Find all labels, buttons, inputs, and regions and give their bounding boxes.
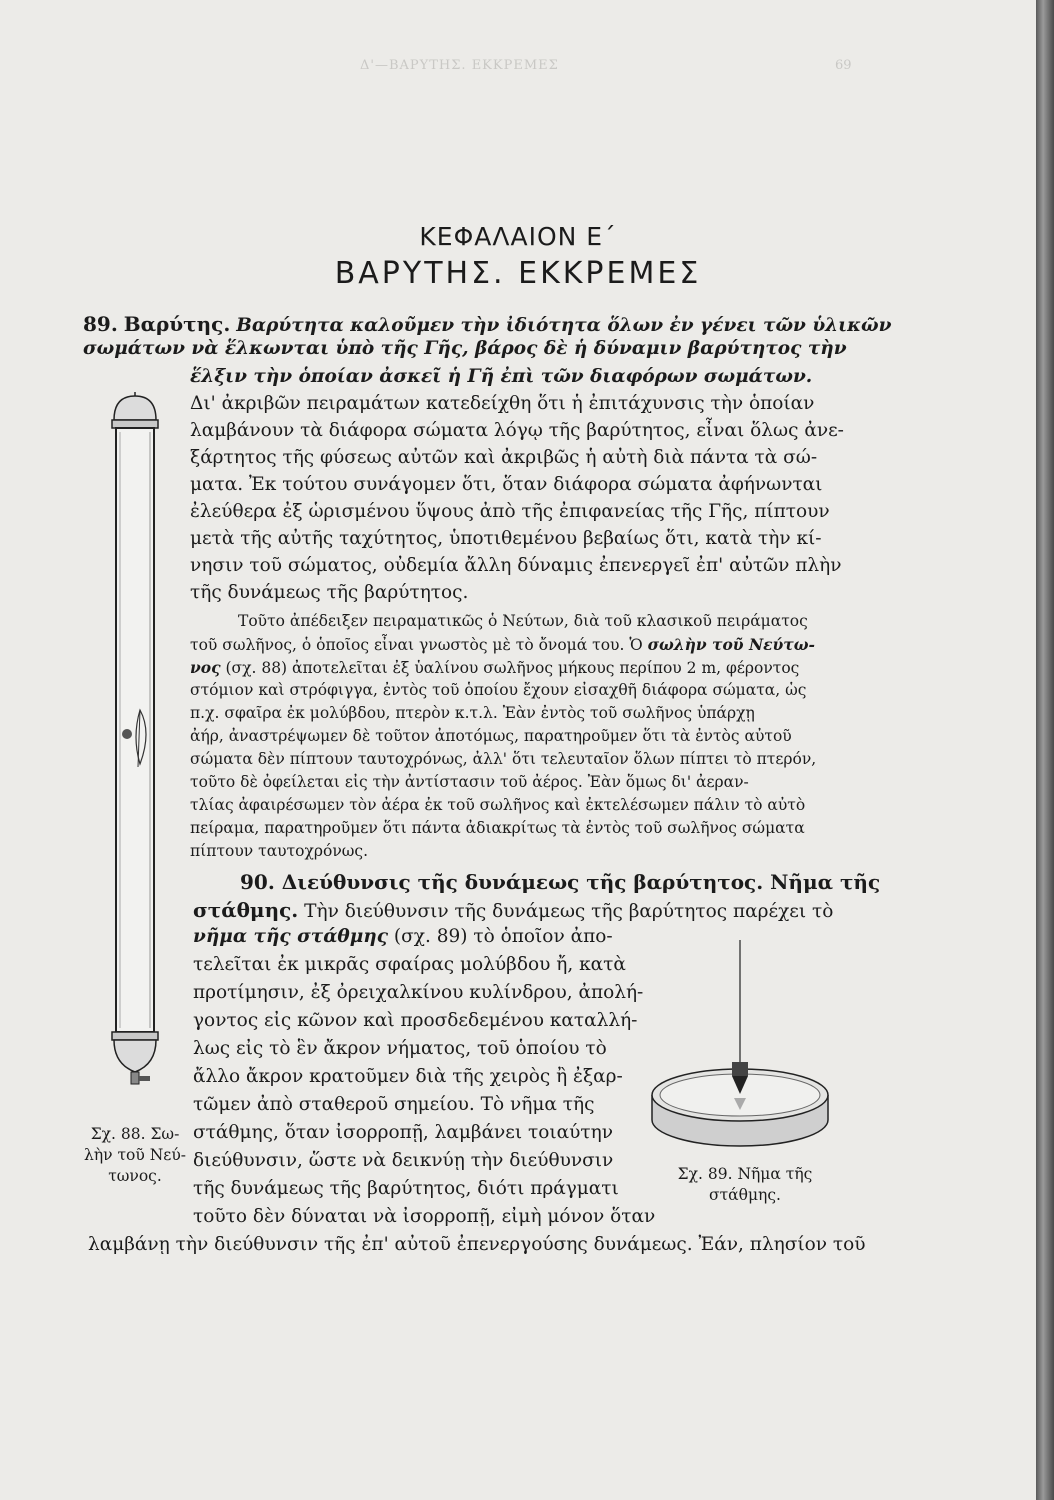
- bleed-through-page-number: 69: [835, 58, 852, 73]
- section-89-definition-1: Βαρύτητα καλοῦμεν τὴν ἰδιότητα ὅλων ἐν γένει τῶν ὑλικῶν: [236, 315, 892, 336]
- paragraph-line: μετὰ τῆς αὐτῆς ταχύτητος, ὑποτιθεμένου βεβαίως ὅτι, κατὰ τὴν κί-: [190, 528, 822, 549]
- paragraph-line: ἄλλο ἄκρον κρατοῦμεν διὰ τῆς χειρὸς ἢ ἐξαρ-: [193, 1066, 623, 1087]
- chapter-label: ΚΕΦΑΛΑΙΟΝ Ε΄: [419, 222, 617, 251]
- paragraph-line: τελεῖται ἐκ μικρᾶς σφαίρας μολύβδου ἤ, κατὰ: [193, 954, 626, 975]
- section-89-definition-2: σωμάτων νὰ ἕλκωνται ὑπὸ τῆς Γῆς, βάρος δὲ ἡ δύναμιν βαρύτητος τὴν: [83, 338, 847, 359]
- plumb-line-figure: [648, 940, 838, 1155]
- small-print-line: τοῦτο δὲ ὀφείλεται εἰς τὴν ἀντίστασιν τοῦ ἀέρος. Ἐὰν ὅμως δι' ἀεραν-: [190, 773, 749, 791]
- bleed-through-header: Δ'—ΒΑΡΥΤΗΣ. ΕΚΚΡΕΜΕΣ: [360, 58, 559, 73]
- paragraph-line: προτίμησιν, ἐξ ὀρειχαλκίνου κυλίνδρου, ἀπολή-: [193, 982, 644, 1003]
- section-90-heading-end: στάθμης.: [193, 898, 299, 922]
- paragraph-line: γοντος εἰς κῶνον καὶ προσδεδεμένου καταλλή-: [193, 1010, 638, 1031]
- section-89-number: 89.: [83, 312, 118, 336]
- small-print-line: σώματα δὲν πίπτουν ταυτοχρόνως, ἀλλ' ὅτι τελευταῖον ὅλων πίπτει τὸ πτερόν,: [190, 750, 817, 768]
- chapter-title: ΒΑΡΥΤΗΣ. ΕΚΚΡΕΜΕΣ: [334, 256, 702, 291]
- section-90-line: [193, 926, 613, 947]
- section-89-definition-3: ἕλξιν τὴν ὁποίαν ἀσκεῖ ἡ Γῆ ἐπὶ τῶν διαφόρων σωμάτων.: [190, 366, 813, 387]
- paragraph-line: τῆς δυνάμεως τῆς βαρύτητος.: [190, 582, 469, 603]
- paragraph-line: ξάρτητος τῆς φύσεως αὐτῶν καὶ ἀκριβῶς ἡ αὐτὴ διὰ πάντα τὰ σώ-: [190, 447, 818, 468]
- paragraph-text: Τὴν διεύθυνσιν τῆς δυνάμεως τῆς βαρύτητος παρέχει τὸ: [298, 901, 834, 922]
- small-print-line: Τοῦτο ἀπέδειξεν πειραματικῶς ὁ Νεύτων, διὰ τοῦ κλασικοῦ πειράματος: [238, 612, 808, 630]
- caption-line: Σχ. 88. Σω-: [90, 1125, 180, 1143]
- page-edge-shadow: [1036, 0, 1054, 1500]
- small-print-text: τοῦ σωλῆνος, ὁ ὁποῖος εἶναι γνωστὸς μὲ τὸ ὄνομά του. Ὁ: [190, 636, 648, 654]
- paragraph-line: λαμβάνουν τὰ διάφορα σώματα λόγῳ τῆς βαρύτητος, εἶναι ὅλως ἀνε-: [190, 420, 844, 441]
- paragraph-line: τοῦτο δὲν δύναται νὰ ἰσορροπῇ, εἰμὴ μόνον ὅταν: [193, 1206, 656, 1227]
- section-90-heading: 90. Διεύθυνσις τῆς δυνάμεως τῆς βαρύτητος. Νῆμα τῆς: [240, 870, 881, 894]
- section-89-title: Βαρύτης.: [123, 312, 231, 336]
- newton-tube-term: σωλὴν τοῦ Νεύτω-: [647, 635, 815, 654]
- paragraph-line: τῆς δυνάμεως τῆς βαρύτητος, διότι πράγματι: [193, 1178, 619, 1199]
- small-print-text: (σχ. 88) ἀποτελεῖται ἐξ ὑαλίνου σωλῆνος μήκους περίπου 2 m, φέροντος: [220, 659, 800, 677]
- section-89-heading-line: [83, 312, 891, 336]
- small-print-line: πείραμα, παρατηροῦμεν ὅτι πάντα ἀδιακρίτως τὰ ἐντὸς τοῦ σωλῆνος σώματα: [190, 819, 805, 837]
- paragraph-text: (σχ. 89) τὸ ὁποῖον ἀπο-: [388, 926, 613, 947]
- paragraph-line: λαμβάνῃ τὴν διεύθυνσιν τῆς ἐπ' αὐτοῦ ἐπενεργούσης δυνάμεως. Ἐάν, πλησίον τοῦ: [88, 1234, 866, 1255]
- small-print-line: π.χ. σφαῖρα ἐκ μολύβδου, πτερὸν κ.τ.λ. Ἐὰν ἐντὸς τοῦ σωλῆνος ὑπάρχῃ: [190, 704, 755, 722]
- section-90-line: [193, 898, 833, 922]
- small-print-line: στόμιον καὶ στρόφιγγα, ἐντὸς τοῦ ὁποίου ἔχουν εἰσαχθῆ διάφορα σώματα, ὡς: [190, 681, 807, 699]
- paragraph-line: λως εἰς τὸ ἓν ἄκρον νήματος, τοῦ ὁποίου τὸ: [193, 1038, 607, 1059]
- caption-line: Σχ. 89. Νῆμα τῆς: [677, 1165, 813, 1183]
- paragraph-line: τῶμεν ἀπὸ σταθεροῦ σημείου. Τὸ νῆμα τῆς: [193, 1094, 595, 1115]
- caption-line: τωνος.: [108, 1167, 162, 1185]
- small-print-line: [190, 635, 815, 654]
- figure-89-caption: [660, 1164, 830, 1206]
- paragraph-line: ματα. Ἐκ τούτου συνάγομεν ὅτι, ὅταν διάφορα σώματα ἀφήνωνται: [190, 474, 823, 495]
- paragraph-line: Δι' ἀκριβῶν πειραμάτων κατεδείχθη ὅτι ἡ ἐπιτάχυνσις τὴν ὁποίαν: [190, 393, 815, 414]
- small-print-line: τλίας ἀφαιρέσωμεν τὸν ἀέρα ἐκ τοῦ σωλῆνος καὶ ἐκτελέσωμεν πάλιν τὸ αὐτὸ: [190, 796, 806, 814]
- small-print-line: πίπτουν ταυτοχρόνως.: [190, 842, 369, 860]
- paragraph-line: ἐλεύθερα ἐξ ὡρισμένου ὕψους ἀπὸ τῆς ἐπιφανείας τῆς Γῆς, πίπτουν: [190, 501, 830, 522]
- caption-line: στάθμης.: [709, 1186, 781, 1204]
- small-print-line: [190, 658, 799, 677]
- paragraph-line: νησιν τοῦ σώματος, οὐδεμία ἄλλη δύναμις ἐπενεργεῖ ἐπ' αὐτῶν πλὴν: [190, 555, 842, 576]
- plumb-line-term: νῆμα τῆς στάθμης: [193, 926, 389, 947]
- paragraph-line: διεύθυνσιν, ὥστε νὰ δεικνύῃ τὴν διεύθυνσιν: [193, 1150, 614, 1171]
- paragraph-line: στάθμης, ὅταν ἰσορροπῇ, λαμβάνει τοιαύτην: [193, 1122, 613, 1143]
- figure-88-caption: [80, 1124, 190, 1187]
- newton-tube-term-end: νος: [190, 658, 221, 677]
- newton-tube-figure: [100, 392, 170, 1102]
- caption-line: λὴν τοῦ Νεύ-: [84, 1146, 186, 1164]
- small-print-line: ἀήρ, ἀναστρέψωμεν δὲ τοῦτον ἀποτόμως, παρατηροῦμεν ὅτι τὰ ἐντὸς αὐτοῦ: [190, 727, 792, 745]
